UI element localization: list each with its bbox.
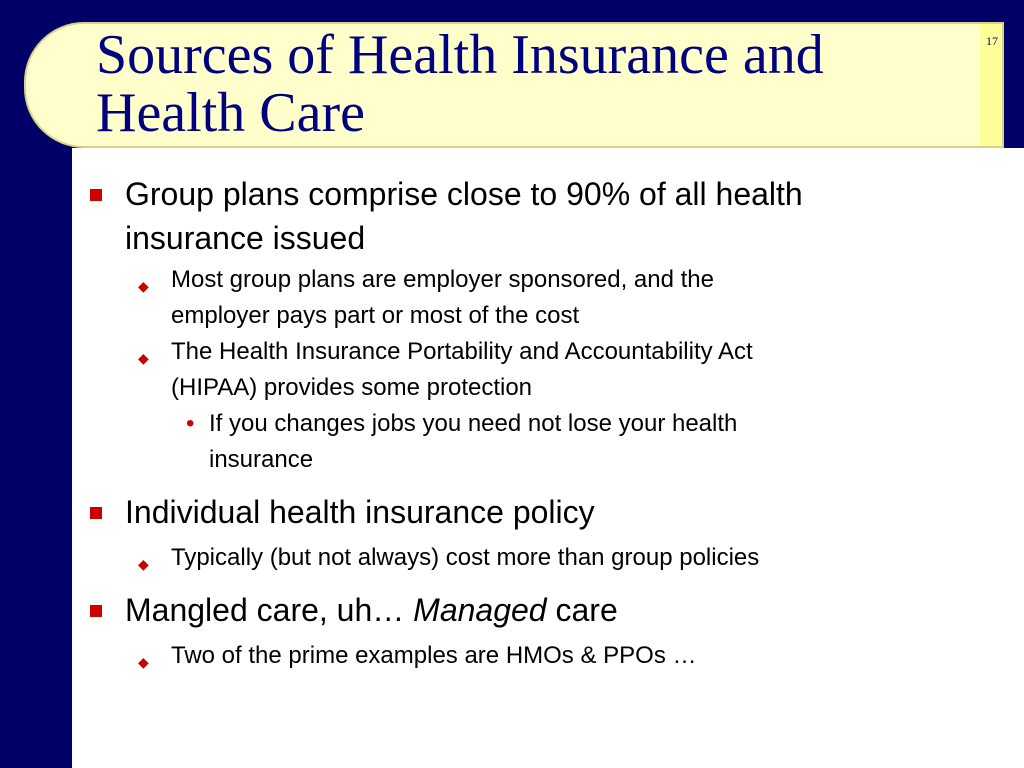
square-bullet-icon	[90, 189, 102, 201]
bullet-group-plans	[72, 172, 1024, 260]
diamond-bullet-icon: ◆	[138, 278, 149, 294]
square-bullet-icon	[90, 605, 102, 617]
diamond-bullet-icon: ◆	[138, 556, 149, 572]
sub-bullet-employer-sponsored	[72, 262, 1024, 334]
sub-bullet-text-line-2: (HIPAA) provides some protection	[171, 374, 533, 401]
sub-sub-bullet-text-line-2: insurance	[209, 446, 314, 473]
diamond-bullet-icon: ◆	[138, 350, 149, 366]
sub-bullet-text: Typically (but not always) cost more than group policies	[171, 544, 760, 571]
bullet-text-line-1: Group plans comprise close to 90% of all health	[125, 176, 803, 212]
sub-bullet-text-line-1: The Health Insurance Portability and Accountability Act	[171, 338, 753, 365]
sub-bullet-hipaa	[72, 334, 1024, 406]
title-line-1: Sources of Health Insurance and	[96, 24, 824, 86]
title-banner	[24, 22, 1004, 148]
diamond-bullet-icon: ◆	[138, 654, 149, 670]
title-line-2: Health Care	[96, 82, 365, 144]
sub-bullet-text-line-1: Most group plans are employer sponsored, and the	[171, 266, 714, 293]
sub-bullet-text-line-2: employer pays part or most of the cost	[171, 302, 580, 329]
bullet-managed-care	[72, 588, 1024, 632]
right-frame	[1004, 0, 1024, 148]
square-bullet-icon	[90, 507, 102, 519]
sub-sub-bullet-change-jobs	[72, 406, 1024, 478]
slide-title	[96, 26, 824, 142]
dot-bullet-icon: •	[186, 410, 195, 437]
bullet-text-suffix: care	[546, 592, 618, 628]
bullet-text-prefix: Mangled care, uh…	[125, 592, 414, 628]
sub-bullet-text: Two of the prime examples are HMOs & PPOs …	[171, 642, 697, 669]
bullet-text-line-2: insurance issued	[125, 220, 366, 256]
sub-bullet-cost-more	[72, 540, 1024, 576]
sub-sub-bullet-text-line-1: If you changes jobs you need not lose your health	[209, 410, 738, 437]
bullet-text-italic: Managed	[413, 592, 547, 628]
sub-bullet-hmos-ppos	[72, 638, 1024, 674]
bullet-text: Individual health insurance policy	[125, 494, 595, 530]
slide-body	[72, 148, 1024, 768]
slide-number: 17	[986, 34, 998, 48]
bullet-individual-policy	[72, 490, 1024, 534]
bullet-list	[72, 148, 1024, 674]
